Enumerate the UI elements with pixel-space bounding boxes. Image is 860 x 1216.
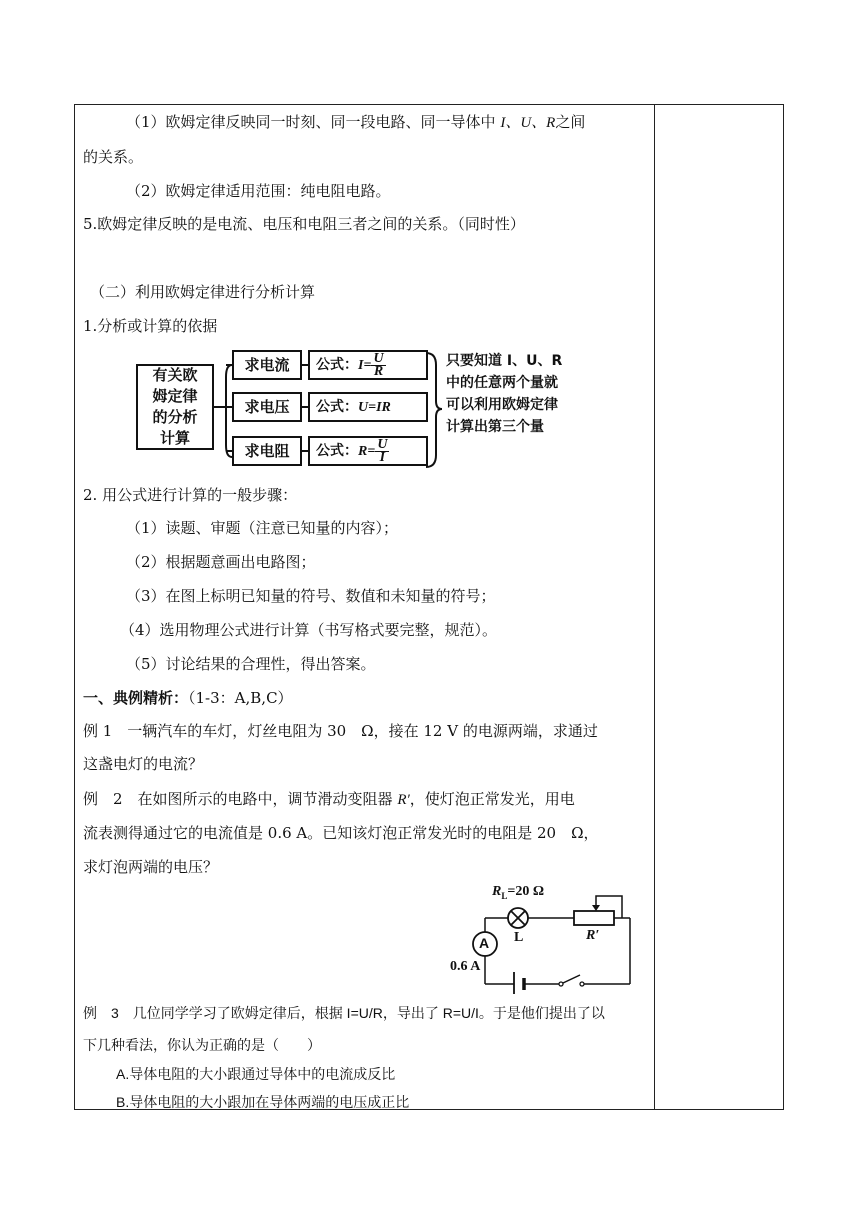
option-a: A.导体电阻的大小跟通过导体中的电流成反比 [116, 1066, 396, 1082]
topic-line-4: 计算 [159, 429, 190, 447]
steps-heading: 2. 用公式进行计算的一般步骤： [83, 486, 298, 504]
right-brace [426, 353, 442, 467]
section-heading-2: （二）利用欧姆定律进行分析计算 [90, 283, 316, 301]
analysis-topic-box [136, 364, 214, 450]
ohm-law-analysis-diagram [136, 347, 592, 473]
lamp-resistance-label: $R_L=20$ Ω [492, 884, 545, 901]
switch-symbol [559, 975, 584, 986]
battery-symbol [514, 972, 524, 994]
content-table-frame [74, 104, 784, 1110]
basis-heading: 1.分析或计算的依据 [83, 317, 218, 335]
ammeter-reading: 0.6 A [450, 959, 481, 974]
column-divider [654, 104, 655, 1110]
find-resistance-box: 求电阻 [232, 436, 302, 466]
current-formula-box: 公式：I= $\frac{U}{R}$ [308, 350, 428, 380]
resistance-formula-box: 公式：R= $\frac{U}{I}$ [308, 436, 428, 466]
conclusion-line-2: 中的任意两个量就 [446, 375, 558, 391]
example-1-line-2: 这盏电灯的电流？ [83, 755, 204, 773]
law-note-1-cont: 的关系。 [83, 148, 144, 166]
lamp-symbol [508, 908, 528, 928]
option-b: B.导体电阻的大小跟加在导体两端的电压成正比 [116, 1094, 410, 1110]
fraction-u-over-r: $\frac{U}{R}$ [373, 350, 384, 379]
topic-line-1: 有关欧 [152, 366, 198, 384]
lamp-label: L [514, 930, 524, 945]
find-current-box: 求电流 [232, 350, 302, 380]
example-2-line-1: 例 2 在如图所示的电路中，调节滑动变阻器 R′，使灯泡正常发光，用电 [83, 790, 575, 808]
example-3-line-1: 例 3 几位同学学习了欧姆定律后，根据 I=U/R，导出了 R=U/I。于是他们提出了以 [83, 1005, 605, 1021]
topic-line-3: 的分析 [152, 408, 198, 426]
step-3: （3）在图上标明已知量的符号、数值和未知量的符号； [126, 587, 496, 605]
diagram-conclusion [446, 350, 592, 438]
rheostat-label: R′ [586, 928, 600, 943]
rheostat-symbol [574, 896, 622, 925]
law-note-5: 5.欧姆定律反映的是电流、电压和电阻三者之间的关系。（同时性） [83, 215, 525, 233]
ammeter-letter: A [479, 935, 490, 951]
conclusion-line-1: 只要知道 I、U、R [446, 353, 563, 369]
step-2: （2）根据题意画出电路图； [126, 553, 316, 571]
law-note-1: （1）欧姆定律反映同一时刻、同一段电路、同一导体中 I、U、R之间 [126, 113, 586, 131]
conclusion-line-3: 可以利用欧姆定律 [446, 397, 558, 413]
voltage-formula-box: 公式：U=IR [308, 392, 428, 422]
law-note-2: （2）欧姆定律适用范围：纯电阻电路。 [126, 182, 391, 200]
topic-line-2: 姆定律 [152, 387, 198, 405]
fraction-u-over-i: $\frac{U}{I}$ [377, 436, 388, 465]
find-voltage-box: 求电压 [232, 392, 302, 422]
step-4: （4）选用物理公式进行计算（书写格式要完整，规范）。 [120, 621, 498, 639]
step-1: （1）读题、审题（注意已知量的内容）； [126, 519, 399, 537]
example-1-line-1: 例 1 一辆汽车的车灯，灯丝电阻为 30 Ω，接在 12 V 的电源两端，求通过 [83, 722, 598, 740]
conclusion-line-4: 计算出第三个量 [446, 419, 544, 435]
example-2-line-2: 流表测得通过它的电流值是 0.6 A。已知该灯泡正常发光时的电阻是 20 Ω， [83, 824, 599, 842]
example-2-line-3: 求灯泡两端的电压？ [83, 858, 219, 876]
examples-heading: 一、典例精析：（1-3：A,B,C） [83, 689, 293, 707]
step-5: （5）讨论结果的合理性，得出答案。 [126, 655, 376, 673]
circuit-diagram [448, 884, 638, 994]
example-3-line-2: 下几种看法，你认为正确的是（ ） [83, 1037, 321, 1053]
